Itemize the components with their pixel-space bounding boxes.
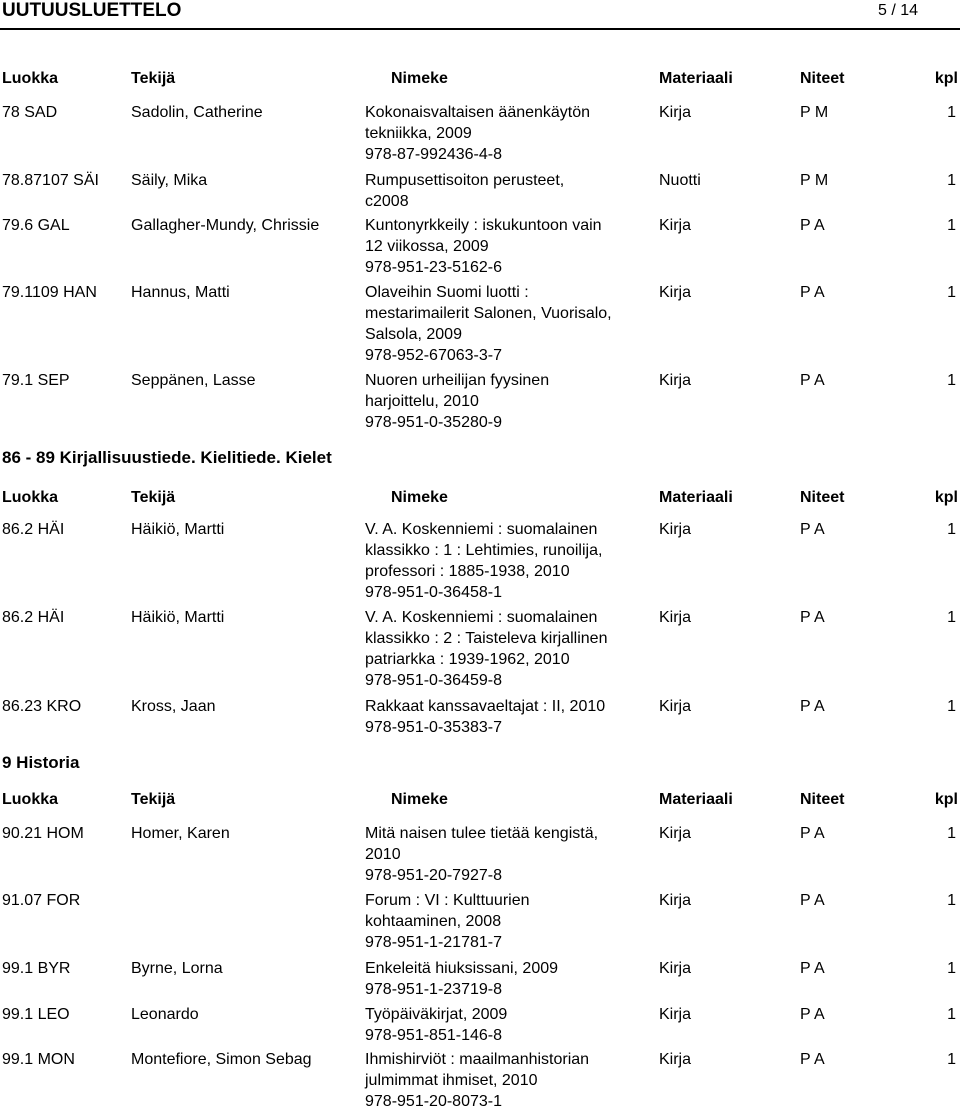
item-title: Kuntonyrkkeily : iskukuntoon vain 12 viikossa, 2009 bbox=[365, 217, 602, 255]
column-header-materiaali: Materiaali bbox=[659, 489, 733, 506]
column-header-nimeke: Nimeke bbox=[391, 70, 448, 87]
item-material: Kirja bbox=[659, 698, 692, 715]
item-count: 1 bbox=[947, 172, 956, 189]
column-header-kpl: kpl bbox=[934, 70, 958, 87]
item-copies-location: P A bbox=[800, 892, 825, 909]
item-count: 1 bbox=[947, 698, 956, 715]
item-material: Kirja bbox=[659, 1006, 692, 1023]
item-copies-location: P A bbox=[800, 960, 825, 977]
item-material: Kirja bbox=[659, 609, 692, 626]
item-title-block bbox=[365, 958, 655, 1000]
page-number: 5 / 14 bbox=[877, 2, 918, 19]
item-material: Kirja bbox=[659, 372, 692, 389]
item-title-block bbox=[365, 102, 655, 165]
column-headers bbox=[0, 488, 960, 508]
item-material: Kirja bbox=[659, 825, 692, 842]
item-title-block bbox=[365, 607, 655, 691]
column-header-niteet: Niteet bbox=[800, 489, 845, 506]
section-heading: 9 Historia bbox=[2, 753, 80, 772]
item-count: 1 bbox=[947, 892, 956, 909]
item-class: 86.23 KRO bbox=[2, 698, 82, 715]
item-title-block bbox=[365, 823, 655, 886]
column-header-luokka: Luokka bbox=[2, 489, 59, 506]
item-author: Homer, Karen bbox=[131, 825, 230, 842]
item-copies-location: P A bbox=[800, 698, 825, 715]
item-author: Kross, Jaan bbox=[131, 698, 216, 715]
column-header-kpl: kpl bbox=[934, 489, 958, 506]
item-title-block bbox=[365, 170, 655, 212]
item-title-block bbox=[365, 282, 655, 366]
item-title: V. A. Koskenniemi : suomalainen klassikko : 1 : Lehtimies, runoilija, professori : 1885-1938, 2010 bbox=[365, 521, 603, 580]
item-title: Olaveihin Suomi luotti : mestarimailerit Salonen, Vuorisalo, Salsola, 2009 bbox=[365, 284, 612, 343]
item-copies-location: P A bbox=[800, 372, 825, 389]
section-heading: 86 - 89 Kirjallisuustiede. Kielitiede. Kielet bbox=[2, 448, 332, 467]
item-title: Nuoren urheilijan fyysinen harjoittelu, 2010 bbox=[365, 372, 550, 410]
item-isbn: 978-951-0-35383-7 bbox=[365, 719, 502, 736]
item-title-block bbox=[365, 1004, 655, 1046]
item-class: 86.2 HÄI bbox=[2, 609, 65, 626]
item-title: Mitä naisen tulee tietää kengistä, 2010 bbox=[365, 825, 599, 863]
column-header-tekija: Tekijä bbox=[131, 489, 176, 506]
item-isbn: 978-951-0-35280-9 bbox=[365, 414, 502, 431]
item-isbn: 978-951-0-36458-1 bbox=[365, 584, 502, 601]
item-author: Byrne, Lorna bbox=[131, 960, 223, 977]
header-rule bbox=[0, 28, 960, 30]
item-copies-location: P A bbox=[800, 1006, 825, 1023]
item-title: Kokonaisvaltaisen äänenkäytön tekniikka, 2009 bbox=[365, 104, 591, 142]
item-title-block bbox=[365, 519, 655, 603]
item-count: 1 bbox=[947, 960, 956, 977]
item-class: 78 SAD bbox=[2, 104, 58, 121]
item-title-block bbox=[365, 215, 655, 278]
column-header-luokka: Luokka bbox=[2, 791, 59, 808]
item-isbn: 978-951-0-36459-8 bbox=[365, 672, 502, 689]
column-headers bbox=[0, 69, 960, 89]
item-class: 79.6 GAL bbox=[2, 217, 70, 234]
item-class: 99.1 LEO bbox=[2, 1006, 70, 1023]
item-material: Kirja bbox=[659, 217, 692, 234]
item-count: 1 bbox=[947, 825, 956, 842]
document-title: UUTUUSLUETTELO bbox=[2, 0, 182, 21]
item-copies-location: P A bbox=[800, 825, 825, 842]
item-class: 99.1 MON bbox=[2, 1051, 75, 1068]
item-title: V. A. Koskenniemi : suomalainen klassikko : 2 : Taisteleva kirjallinen patriarkka : 1939-1962, 2010 bbox=[365, 609, 608, 668]
item-material: Nuotti bbox=[659, 172, 701, 189]
item-author: Montefiore, Simon Sebag bbox=[131, 1051, 312, 1068]
item-title: Ihmishirviöt : maailmanhistorian julmimmat ihmiset, 2010 bbox=[365, 1051, 590, 1089]
item-isbn: 978-951-851-146-8 bbox=[365, 1027, 502, 1044]
item-author: Häikiö, Martti bbox=[131, 609, 225, 626]
item-copies-location: P M bbox=[800, 104, 829, 121]
item-material: Kirja bbox=[659, 960, 692, 977]
column-header-luokka: Luokka bbox=[2, 70, 59, 87]
item-copies-location: P A bbox=[800, 609, 825, 626]
item-author: Säily, Mika bbox=[131, 172, 208, 189]
item-class: 91.07 FOR bbox=[2, 892, 81, 909]
item-isbn: 978-952-67063-3-7 bbox=[365, 347, 502, 364]
item-author: Häikiö, Martti bbox=[131, 521, 225, 538]
item-title-block bbox=[365, 370, 655, 433]
item-count: 1 bbox=[947, 372, 956, 389]
item-title: Rakkaat kanssavaeltajat : II, 2010 bbox=[365, 698, 606, 715]
column-header-tekija: Tekijä bbox=[131, 791, 176, 808]
item-copies-location: P A bbox=[800, 217, 825, 234]
item-isbn: 978-951-20-7927-8 bbox=[365, 867, 502, 884]
item-material: Kirja bbox=[659, 521, 692, 538]
item-count: 1 bbox=[947, 104, 956, 121]
item-count: 1 bbox=[947, 284, 956, 301]
item-count: 1 bbox=[947, 609, 956, 626]
item-class: 90.21 HOM bbox=[2, 825, 84, 842]
item-copies-location: P A bbox=[800, 1051, 825, 1068]
column-header-niteet: Niteet bbox=[800, 791, 845, 808]
item-author: Sadolin, Catherine bbox=[131, 104, 263, 121]
item-material: Kirja bbox=[659, 1051, 692, 1068]
item-title-block bbox=[365, 1049, 655, 1112]
item-class: 78.87107 SÄI bbox=[2, 172, 99, 189]
item-isbn: 978-951-20-8073-1 bbox=[365, 1093, 502, 1110]
item-material: Kirja bbox=[659, 104, 692, 121]
item-material: Kirja bbox=[659, 892, 692, 909]
item-title-block bbox=[365, 696, 655, 738]
item-class: 99.1 BYR bbox=[2, 960, 71, 977]
column-header-nimeke: Nimeke bbox=[391, 489, 448, 506]
item-copies-location: P A bbox=[800, 284, 825, 301]
item-title: Enkeleitä hiuksissani, 2009 bbox=[365, 960, 559, 977]
item-isbn: 978-951-23-5162-6 bbox=[365, 259, 502, 276]
item-title-block bbox=[365, 890, 655, 953]
item-title: Forum : VI : Kulttuurien kohtaaminen, 2008 bbox=[365, 892, 530, 930]
item-author: Leonardo bbox=[131, 1006, 199, 1023]
column-header-materiaali: Materiaali bbox=[659, 791, 733, 808]
column-header-nimeke: Nimeke bbox=[391, 791, 448, 808]
item-count: 1 bbox=[947, 1051, 956, 1068]
column-header-tekija: Tekijä bbox=[131, 70, 176, 87]
column-header-materiaali: Materiaali bbox=[659, 70, 733, 87]
item-count: 1 bbox=[947, 521, 956, 538]
item-count: 1 bbox=[947, 217, 956, 234]
item-material: Kirja bbox=[659, 284, 692, 301]
item-class: 86.2 HÄI bbox=[2, 521, 65, 538]
page-header bbox=[0, 0, 960, 24]
item-copies-location: P M bbox=[800, 172, 829, 189]
column-header-kpl: kpl bbox=[934, 791, 958, 808]
column-header-niteet: Niteet bbox=[800, 70, 845, 87]
item-copies-location: P A bbox=[800, 521, 825, 538]
item-count: 1 bbox=[947, 1006, 956, 1023]
item-author: Seppänen, Lasse bbox=[131, 372, 256, 389]
item-isbn: 978-87-992436-4-8 bbox=[365, 146, 502, 163]
item-class: 79.1109 HAN bbox=[2, 284, 97, 301]
item-isbn: 978-951-1-23719-8 bbox=[365, 981, 502, 998]
item-author: Hannus, Matti bbox=[131, 284, 230, 301]
item-title: Työpäiväkirjat, 2009 bbox=[365, 1006, 508, 1023]
item-class: 79.1 SEP bbox=[2, 372, 70, 389]
item-isbn: 978-951-1-21781-7 bbox=[365, 934, 502, 951]
item-title: Rumpusettisoiton perusteet, c2008 bbox=[365, 172, 565, 210]
column-headers bbox=[0, 790, 960, 810]
item-author: Gallagher-Mundy, Chrissie bbox=[131, 217, 320, 234]
